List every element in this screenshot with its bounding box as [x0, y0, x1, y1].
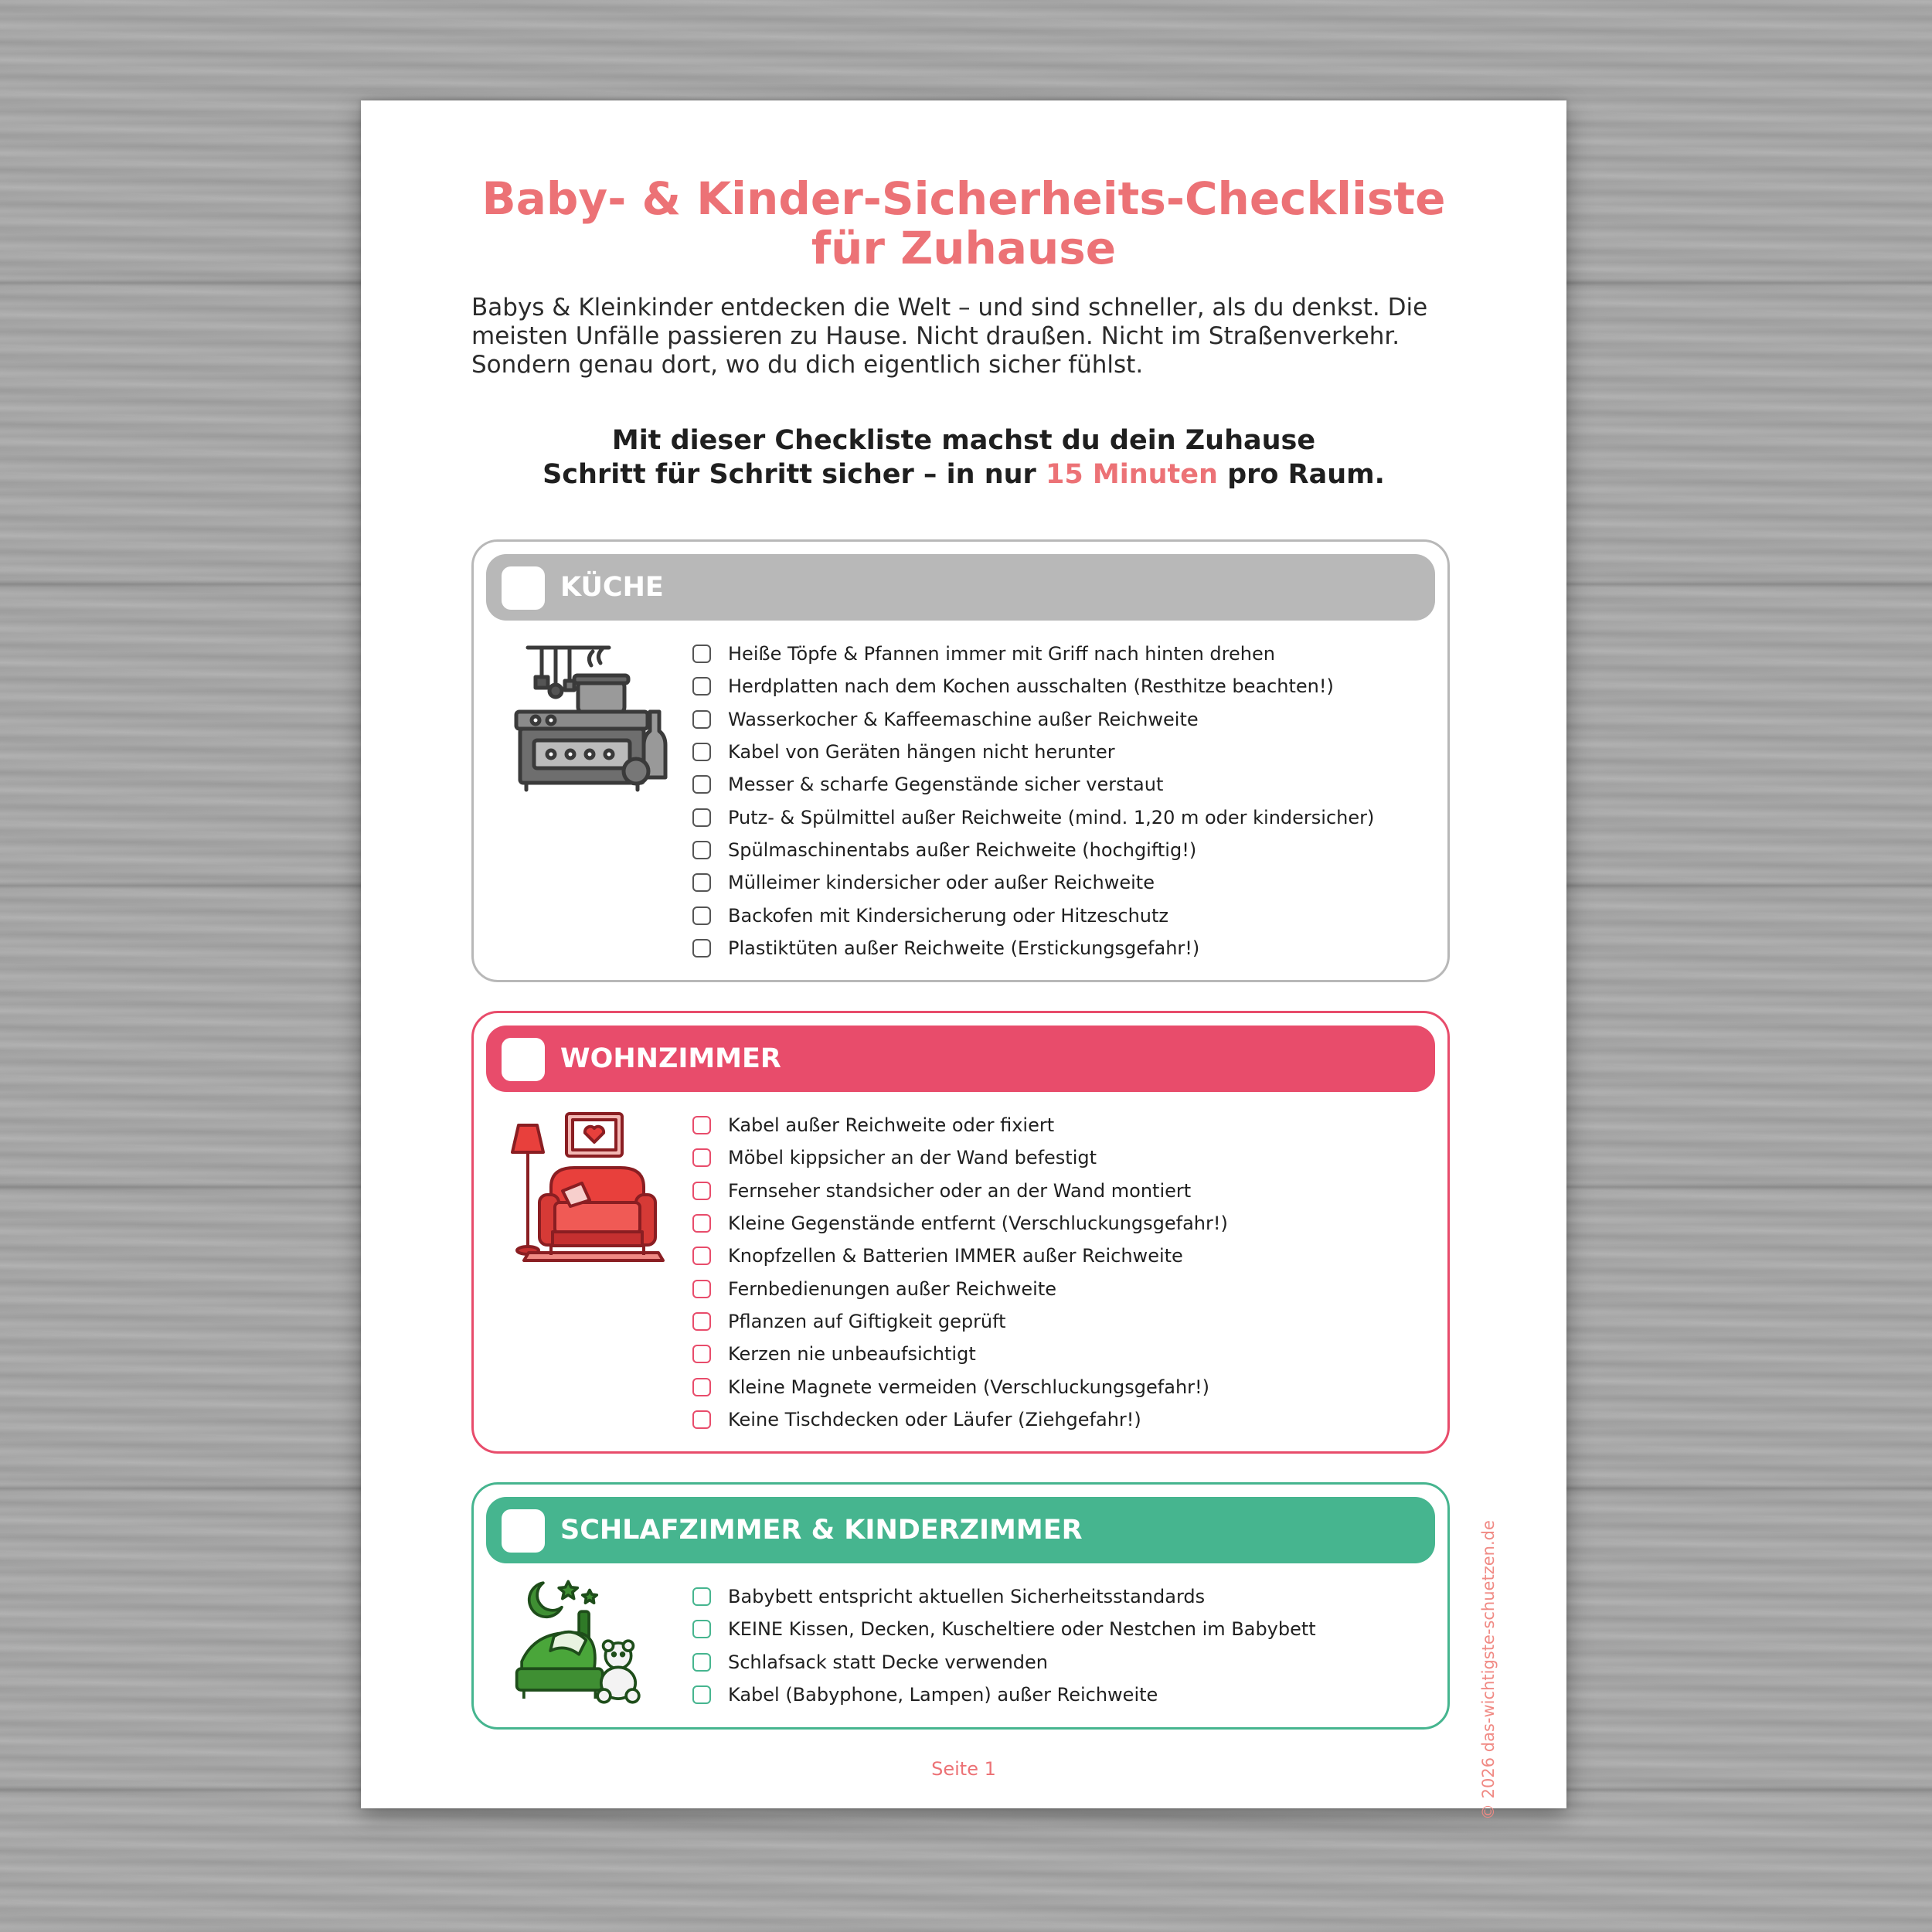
claim-highlight: 15 Minuten: [1045, 459, 1218, 490]
item-checkbox[interactable]: [692, 808, 711, 827]
claim-line-2-start: Schritt für Schritt sicher – in nur: [543, 459, 1046, 490]
checklist-item[interactable]: [692, 1646, 1316, 1679]
item-checkbox[interactable]: [692, 775, 711, 794]
checklist-item[interactable]: [692, 1240, 1228, 1272]
item-label: Schlafsack statt Decke verwenden: [728, 1651, 1048, 1673]
section-header: [486, 1026, 1435, 1092]
item-label: Putz- & Spülmittel außer Reichweite (mind. 1,20 m oder kindersicher): [728, 806, 1375, 828]
item-checkbox[interactable]: [692, 1214, 711, 1233]
item-label: Kleine Magnete vermeiden (Verschluckungsgefahr!): [728, 1376, 1210, 1398]
item-label: Kabel (Babyphone, Lampen) außer Reichweite: [728, 1684, 1158, 1706]
item-label: Kabel außer Reichweite oder fixiert: [728, 1114, 1055, 1137]
checklist-item[interactable]: [692, 736, 1374, 768]
checklist-item[interactable]: [692, 1679, 1316, 1711]
living-room-sofa-icon: [505, 1110, 675, 1264]
page-title-line-2: für Zuhause: [811, 222, 1117, 274]
checklist-item[interactable]: [692, 703, 1374, 736]
checklist-items: [692, 1580, 1316, 1711]
item-label: Kleine Gegenstände entfernt (Verschluckungsgefahr!): [728, 1213, 1228, 1235]
item-checkbox[interactable]: [692, 1182, 711, 1200]
item-checkbox[interactable]: [692, 645, 711, 663]
checklist-item[interactable]: [692, 801, 1374, 833]
item-label: Kerzen nie unbeaufsichtigt: [728, 1343, 976, 1366]
checklist-item[interactable]: [692, 1305, 1228, 1338]
claim-line-2-end: pro Raum.: [1217, 459, 1385, 490]
item-label: Knopfzellen & Batterien IMMER außer Reichweite: [728, 1245, 1183, 1267]
checklist-item[interactable]: [692, 768, 1374, 801]
section-checkbox[interactable]: [502, 1509, 545, 1553]
item-label: Möbel kippsicher an der Wand befestigt: [728, 1147, 1097, 1169]
item-checkbox[interactable]: [692, 939, 711, 957]
checklist-item[interactable]: [692, 1272, 1228, 1304]
item-label: Fernseher standsicher oder an der Wand montiert: [728, 1179, 1192, 1202]
item-label: Kabel von Geräten hängen nicht herunter: [728, 741, 1115, 764]
page-title: [361, 174, 1566, 273]
item-checkbox[interactable]: [692, 710, 711, 729]
section-schlafzimmer-kinderzimmer: [471, 1482, 1450, 1730]
item-checkbox[interactable]: [692, 1280, 711, 1298]
checklist-item[interactable]: [692, 1338, 1228, 1370]
item-checkbox[interactable]: [692, 1410, 711, 1429]
item-label: Messer & scharfe Gegenstände sicher verstaut: [728, 774, 1164, 796]
checklist-item[interactable]: [692, 1403, 1228, 1436]
checklist-item[interactable]: [692, 638, 1374, 670]
checklist-item[interactable]: [692, 1109, 1228, 1141]
item-label: Wasserkocher & Kaffeemaschine außer Reichweite: [728, 708, 1199, 730]
item-label: Plastiktüten außer Reichweite (Erstickungsgefahr!): [728, 937, 1200, 959]
checklist-item[interactable]: [692, 1580, 1316, 1613]
checklist-item[interactable]: [692, 1370, 1228, 1403]
section-checkbox[interactable]: [502, 566, 545, 610]
item-checkbox[interactable]: [692, 1148, 711, 1167]
checklist-item[interactable]: [692, 866, 1374, 899]
item-label: Spülmaschinentabs außer Reichweite (hochgiftig!): [728, 838, 1197, 861]
section-header: [486, 554, 1435, 621]
item-label: Keine Tischdecken oder Läufer (Ziehgefahr!): [728, 1408, 1141, 1430]
checklist-item[interactable]: [692, 932, 1374, 964]
item-checkbox[interactable]: [692, 906, 711, 925]
item-label: Heiße Töpfe & Pfannen immer mit Griff nach hinten drehen: [728, 643, 1275, 665]
claim-text: [361, 423, 1566, 492]
intro-paragraph: Babys & Kleinkinder entdecken die Welt – und sind schneller, als du denkst. Die meisten Unfälle passieren zu Hause. Nicht draußen. Nicht im Straßenverkehr. Sondern genau dort, wo du dich eigentlich sicher fühlst.: [471, 294, 1428, 379]
item-label: Pflanzen auf Giftigkeit geprüft: [728, 1310, 1006, 1332]
item-checkbox[interactable]: [692, 1312, 711, 1331]
item-checkbox[interactable]: [692, 677, 711, 696]
page-title-line-1: Baby- & Kinder-Sicherheits-Checkliste: [481, 172, 1446, 225]
item-checkbox[interactable]: [692, 873, 711, 892]
item-checkbox[interactable]: [692, 1620, 711, 1638]
item-checkbox[interactable]: [692, 743, 711, 761]
item-checkbox[interactable]: [692, 1587, 711, 1606]
checklist-item[interactable]: [692, 670, 1374, 702]
item-checkbox[interactable]: [692, 1345, 711, 1363]
checklist-item[interactable]: [692, 899, 1374, 931]
item-label: Mülleimer kindersicher oder außer Reichweite: [728, 872, 1155, 894]
item-checkbox[interactable]: [692, 841, 711, 859]
item-label: KEINE Kissen, Decken, Kuscheltiere oder Nestchen im Babybett: [728, 1618, 1316, 1641]
kitchen-stove-icon: [505, 638, 675, 793]
item-label: Fernbedienungen außer Reichweite: [728, 1277, 1057, 1300]
page-number: Seite 1: [931, 1758, 996, 1780]
section-kueche: [471, 539, 1450, 982]
item-checkbox[interactable]: [692, 1653, 711, 1672]
item-checkbox[interactable]: [692, 1116, 711, 1134]
claim-line-1: Mit dieser Checkliste machst du dein Zuhause: [611, 425, 1316, 456]
checklist-item[interactable]: [692, 1207, 1228, 1240]
section-title: KÜCHE: [560, 572, 664, 603]
checklist-item[interactable]: [692, 1141, 1228, 1174]
item-checkbox[interactable]: [692, 1247, 711, 1265]
checklist-items: [692, 638, 1374, 964]
section-checkbox[interactable]: [502, 1038, 545, 1081]
section-title: SCHLAFZIMMER & KINDERZIMMER: [560, 1515, 1083, 1546]
item-label: Backofen mit Kindersicherung oder Hitzeschutz: [728, 904, 1169, 927]
copyright-text: © 2026 das-wichtigste-schuetzen.de: [1479, 1520, 1498, 1820]
section-title: WOHNZIMMER: [560, 1043, 781, 1074]
claim-line-2: [361, 457, 1566, 492]
item-checkbox[interactable]: [692, 1378, 711, 1396]
item-label: Babybett entspricht aktuellen Sicherheitsstandards: [728, 1586, 1206, 1608]
checklist-items: [692, 1109, 1228, 1436]
section-header: [486, 1497, 1435, 1563]
checklist-page: [361, 100, 1566, 1820]
checklist-item[interactable]: [692, 1175, 1228, 1207]
item-label: Herdplatten nach dem Kochen ausschalten (Resthitze beachten!): [728, 675, 1334, 698]
bed-teddy-moon-icon: [505, 1576, 675, 1719]
section-wohnzimmer: [471, 1011, 1450, 1454]
checklist-item[interactable]: [692, 1613, 1316, 1645]
item-checkbox[interactable]: [692, 1685, 711, 1704]
checklist-item[interactable]: [692, 834, 1374, 866]
